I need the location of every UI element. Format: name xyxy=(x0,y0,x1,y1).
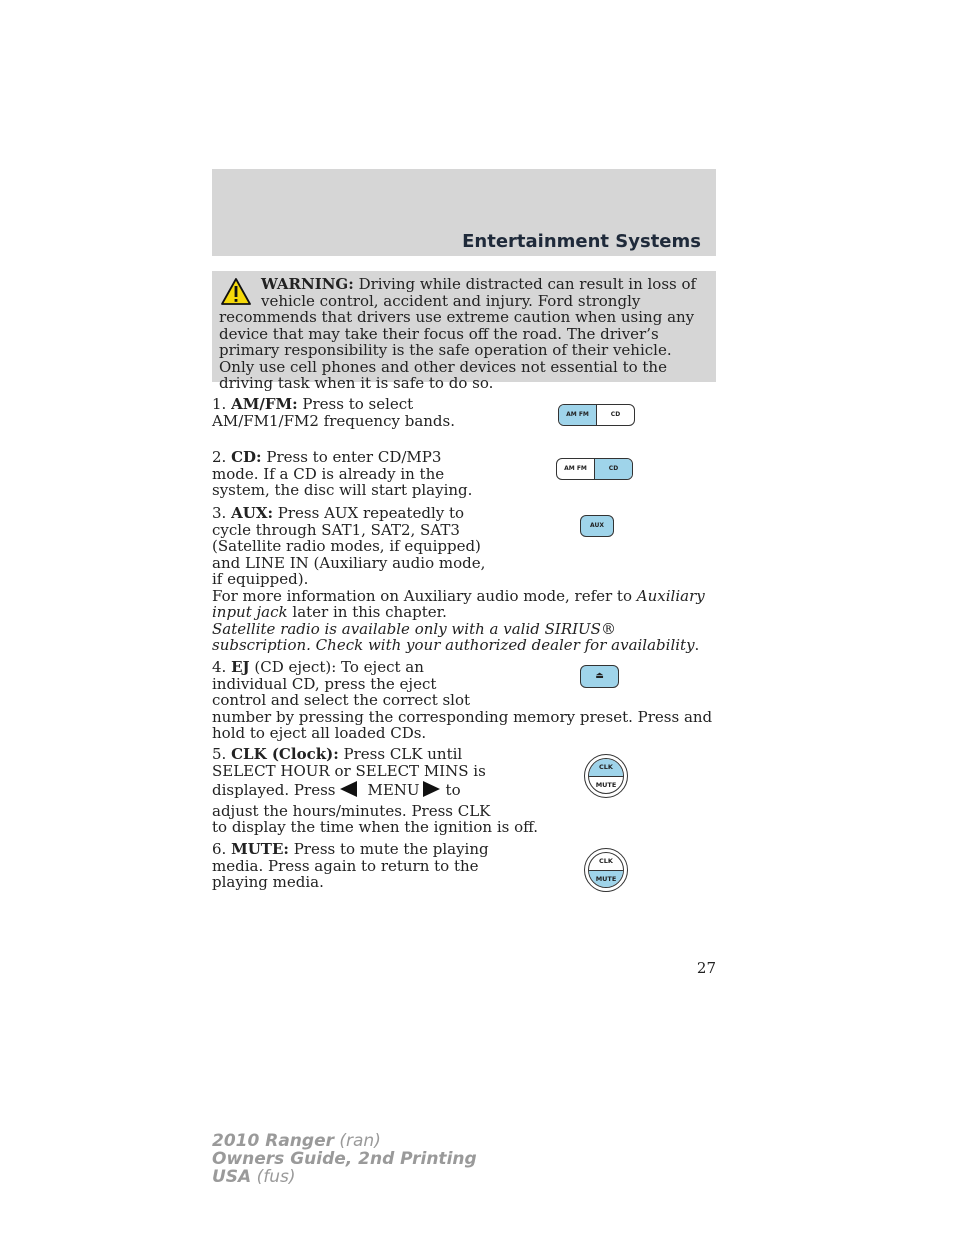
item-number: 1. xyxy=(212,395,227,413)
item-number: 2. xyxy=(212,448,227,466)
item-text: media. Press again to return to the xyxy=(212,856,479,875)
item-text: control and select the correct slot xyxy=(212,691,471,709)
item-cd xyxy=(212,449,716,499)
item-eject xyxy=(212,659,716,742)
clk-button[interactable]: CLK xyxy=(589,759,623,777)
item-text: if equipped). xyxy=(212,570,309,588)
item-label: AM/FM: xyxy=(231,395,298,413)
item-text: SELECT HOUR or SELECT MINS is xyxy=(212,761,486,780)
item-text: (CD eject): To eject an xyxy=(254,658,424,676)
item-clock xyxy=(212,746,716,836)
arrow-left-icon xyxy=(340,781,357,797)
item-number: 6. xyxy=(212,840,227,858)
item-amfm xyxy=(212,396,716,429)
item-text: Press AUX repeatedly to xyxy=(277,504,465,522)
amfm-button[interactable]: AM FM xyxy=(559,405,597,425)
amfm-cd-button-amfm-selected[interactable] xyxy=(558,404,635,426)
item-label: EJ xyxy=(231,658,250,676)
amfm-cd-button-cd-selected[interactable] xyxy=(556,458,633,480)
item-text: and LINE IN (Auxiliary audio mode, xyxy=(212,553,486,572)
section-title: Entertainment Systems xyxy=(462,230,701,252)
section-header xyxy=(212,169,716,256)
warning-text xyxy=(219,276,711,392)
warning-label: WARNING: xyxy=(261,275,354,293)
eject-button[interactable] xyxy=(580,665,619,688)
cd-button[interactable]: CD xyxy=(610,410,621,418)
item-text-with-arrows: displayed. Press MENU to xyxy=(212,781,461,799)
item-text: Press to mute the playing xyxy=(293,840,489,858)
item-aux xyxy=(212,505,716,654)
eject-icon: ⏏ xyxy=(595,671,604,682)
arrow-right-icon xyxy=(423,781,440,797)
item-number: 3. xyxy=(212,504,227,522)
item-label: CLK (Clock): xyxy=(231,745,339,763)
item-text: individual CD, press the eject xyxy=(212,674,437,693)
clk-button[interactable]: CLK xyxy=(589,853,623,871)
aux-input-jack-reference: Auxiliary input jack xyxy=(212,586,705,621)
item-text: Press to enter CD/MP3 xyxy=(266,448,442,466)
item-text: to display the time when the ignition is off. xyxy=(212,818,539,836)
item-text: cycle through SAT1, SAT2, SAT3 xyxy=(212,520,460,539)
mute-button[interactable]: MUTE xyxy=(589,871,623,888)
item-text: system, the disc will start playing. xyxy=(212,481,473,499)
item-number: 4. xyxy=(212,658,227,676)
warning-body: Driving while distracted can result in loss of vehicle control, accident and injury. Ford strongly recommends that drivers use extreme caution when using any device that may take their focus off the road. The driver’s primary responsibility is the safe operation of their vehicle. Only use cell phones and other devices not essential to the driving task when it is safe to do so. xyxy=(219,275,697,392)
document-footer: 2010 Ranger (ran) Owners Guide, 2nd Printing USA (fus) xyxy=(212,1131,477,1187)
aux-more-info: For more information on Auxiliary audio mode, refer to Auxiliary input jack later in this chapter. xyxy=(212,586,705,621)
item-text: Press CLK until xyxy=(343,745,463,763)
aux-button[interactable]: AUX xyxy=(580,515,614,537)
item-text: (Satellite radio modes, if equipped) xyxy=(212,537,481,555)
item-text: number by pressing the corresponding memory preset. Press and hold to eject all loaded CDs. xyxy=(212,707,713,742)
amfm-button[interactable]: AM FM xyxy=(557,459,595,479)
warning-box xyxy=(212,271,716,392)
clk-mute-knob-mute-selected[interactable] xyxy=(584,848,628,892)
item-number: 5. xyxy=(212,745,227,763)
item-text: playing media. xyxy=(212,873,324,891)
item-label: CD: xyxy=(231,448,262,466)
item-mute xyxy=(212,841,716,891)
item-label: AUX: xyxy=(231,504,273,522)
cd-button[interactable]: CD xyxy=(595,459,632,479)
item-text: Press to select xyxy=(302,395,414,413)
item-text: mode. If a CD is already in the xyxy=(212,464,445,483)
satellite-note: Satellite radio is available only with a valid SIRIUS® subscription. Check with your authorized dealer for availability. xyxy=(212,619,700,654)
item-text: AM/FM1/FM2 frequency bands. xyxy=(212,411,456,430)
page-number: 27 xyxy=(696,959,716,977)
clk-mute-knob-clk-selected[interactable] xyxy=(584,754,628,798)
item-label: MUTE: xyxy=(231,840,289,858)
item-text: adjust the hours/minutes. Press CLK xyxy=(212,801,491,820)
mute-button[interactable]: MUTE xyxy=(595,780,617,789)
